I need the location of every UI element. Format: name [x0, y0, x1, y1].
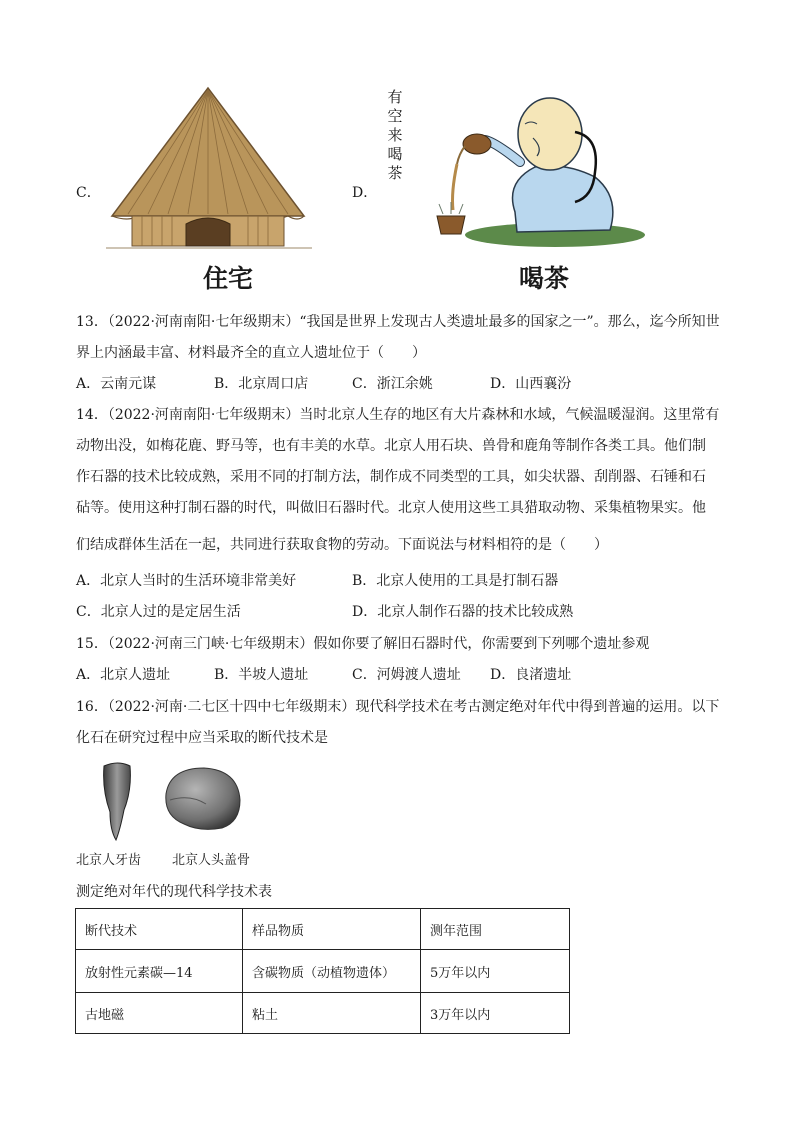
- q15-option-d: D．良渚遗址: [490, 667, 572, 683]
- q14-stem-line3: 作石器的技术比较成熟，采用不同的打制方法，制作成不同类型的工具，如尖状器、刮削器、石锤和石: [76, 469, 706, 485]
- q13-stem-line1: 13．（2022·河南南阳·七年级期末）“我国是世界上发现古人类遗址最多的国家之一”。那么，迄今所知世: [76, 314, 720, 330]
- table-cell: 古地磁: [76, 993, 243, 1034]
- tooth-fossil-image: [98, 760, 138, 842]
- table-cell: 含碳物质（动植物遗体）: [243, 950, 421, 993]
- skull-fossil-image: [160, 764, 244, 832]
- q14-option-b: B．北京人使用的工具是打制石器: [352, 573, 559, 589]
- caption-residence: 住宅: [203, 264, 254, 293]
- q14-stem-line2: 动物出没，如梅花鹿、野马等，也有丰美的水草。北京人用石块、兽骨和鹿角等制作各类工具。他们制: [76, 438, 706, 454]
- table-row: [76, 950, 570, 993]
- q13-option-c: C．浙江余姚: [352, 376, 433, 392]
- option-c-label: C．: [76, 185, 101, 201]
- table-cell: 5万年以内: [421, 950, 570, 993]
- table-cell: 粘土: [243, 993, 421, 1034]
- tea-drinking-illustration: [425, 92, 651, 252]
- caption-tooth: 北京人牙齿: [76, 853, 142, 868]
- calligraphy-text: 有 空 来 喝 茶: [387, 88, 403, 182]
- q14-stem-line4: 砧等。使用这种打制石器的时代，叫做旧石器时代。北京人使用这些工具猎取动物、采集植物果实。他: [76, 500, 706, 516]
- q14-option-a: A．北京人当时的生活环境非常美好: [76, 573, 297, 589]
- q14-stem-line5: 们结成群体生活在一起，共同进行获取食物的劳动。下面说法与材料相符的是（ ）: [76, 537, 608, 553]
- q13-option-a: A．云南元谋: [76, 376, 157, 392]
- q16-stem-line2: 化石在研究过程中应当采取的断代技术是: [76, 730, 328, 746]
- q14-option-c: C．北京人过的是定居生活: [76, 604, 241, 620]
- q15-option-b: B．半坡人遗址: [214, 667, 309, 683]
- q15-stem-line1: 15．（2022·河南三门峡·七年级期末）假如你要了解旧石器时代，你需要到下列哪个遗址参观: [76, 636, 650, 652]
- option-d-label: D．: [352, 185, 378, 201]
- q16-stem-line1: 16．（2022·河南·二七区十四中七年级期末）现代科学技术在考古测定绝对年代中得到普遍的运用。以下: [76, 699, 720, 715]
- table-title: 测定绝对年代的现代科学技术表: [76, 884, 272, 900]
- q13-option-d: D．山西襄汾: [490, 376, 572, 392]
- table-row: [76, 993, 570, 1034]
- q15-option-c: C．河姆渡人遗址: [352, 667, 461, 683]
- table-header-cell: 断代技术: [76, 909, 243, 950]
- hut-illustration: [98, 84, 320, 254]
- table-header-cell: 测年范围: [421, 909, 570, 950]
- table-header-row: [76, 909, 570, 950]
- table-header-cell: 样品物质: [243, 909, 421, 950]
- q13-option-b: B．北京周口店: [214, 376, 309, 392]
- q14-stem-line1: 14．（2022·河南南阳·七年级期末）当时北京人生存的地区有大片森林和水域，气候温暖湿润。这里常有: [76, 407, 720, 423]
- q15-option-a: A．北京人遗址: [76, 667, 171, 683]
- q14-option-d: D．北京人制作石器的技术比较成熟: [352, 604, 574, 620]
- q13-stem-line2: 界上内涵最丰富、材料最齐全的直立人遗址位于（ ）: [76, 345, 426, 361]
- table-cell: 放射性元素碳—14: [76, 950, 243, 993]
- caption-skull: 北京人头盖骨: [172, 853, 251, 868]
- caption-tea: 喝茶: [519, 264, 570, 293]
- table-cell: 3万年以内: [421, 993, 570, 1034]
- dating-technology-table: [75, 908, 570, 1034]
